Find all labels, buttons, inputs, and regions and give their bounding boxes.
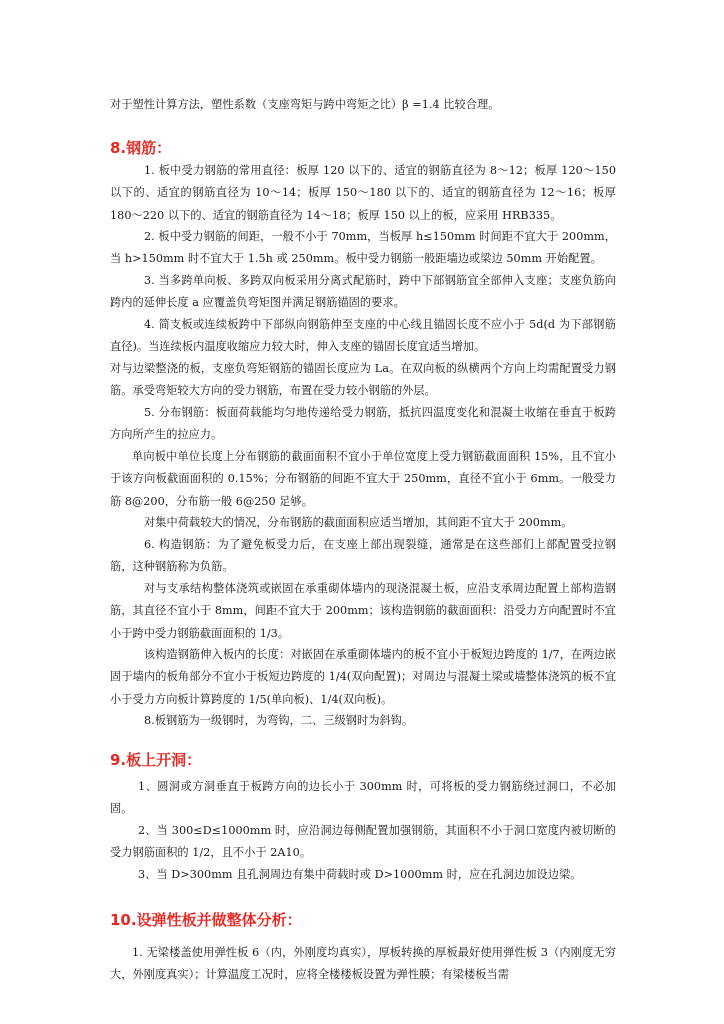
section-8-paragraph-2: 2. 板中受力钢筋的间距，一般不小于 70mm，当板厚 h≤150mm 时间距不宜大于 200mm，当 h>150mm 时不宜大于 1.5h 或 250mm。板中受力钢筋一般距墙边或梁边 50mm 开始配置。	[110, 230, 616, 266]
section-8-paragraph-6: 5. 分布钢筋：板面荷载能均匀地传递给受力钢筋，抵抗四温度变化和混凝土收缩在垂直于板跨方向所产生的拉应力。	[110, 406, 616, 442]
section-8-paragraph-9: 6. 构造钢筋：为了避免板受力后，在支座上部出现裂缝，通常是在这些部们上部配置受拉钢筋，这种钢筋称为负筋。	[110, 538, 616, 574]
section-10-heading: 10.设弹性板并做整体分析：	[110, 911, 302, 929]
intro-paragraph: 对于塑性计算方法，塑性系数（支座弯矩与跨中弯矩之比）β =1.4 比较合理。	[110, 98, 500, 111]
section-8-heading: 8.钢筋：	[110, 139, 172, 157]
section-8-paragraph-3: 3. 当多跨单向板、多跨双向板采用分离式配筋时，跨中下部钢筋宜全部伸入支座；支座负筋向跨内的延伸长度 a 应覆盖负弯矩图并满足钢筋锚固的要求。	[110, 274, 616, 310]
section-8-paragraph-11: 该构造钢筋伸入板内的长度：对嵌固在承重砌体墙内的板不宜小于板短边跨度的 1/7，在两边嵌固于墙内的板角部分不宜小于板短边跨度的 1/4(双向配置)；对周边与混凝土梁或墙整体浇筑的板不宜小于受力方向板计算跨度的 1/5(单向板)、1/4(双向板)。	[110, 648, 616, 706]
section-8-paragraph-4: 4. 简支板或连续板跨中下部纵向钢筋伸至支座的中心线且锚固长度不应小于 5d(d 为下部钢筋直径)。当连续板内温度收缩应力较大时，伸入支座的锚固长度宜适当增加。	[110, 318, 616, 354]
section-8-paragraph-7: 单向板中单位长度上分布钢筋的截面面积不宜小于单位宽度上受力钢筋截面面积 15%，且不宜小于该方向板截面面积的 0.15%；分布钢筋的间距不宜大于 250mm，直径不宜小于 6mm。一般受力筋 8@200，分布筋一般 6@250 足够。	[110, 450, 616, 508]
section-9-heading: 9.板上开洞：	[110, 751, 202, 769]
section-8-paragraph-10: 对与支承结构整体浇筑或嵌固在承重砌体墙内的现浇混凝土板，应沿支承周边配置上部构造钢筋，其直径不宜小于 8mm，间距不宜大于 200mm；该构造钢筋的截面面积：沿受力方向配置时不宜小于跨中受力钢筋截面面积的 1/3。	[110, 582, 616, 640]
section-8-paragraph-8: 对集中荷载较大的情况，分布钢筋的截面面积应适当增加，其间距不宜大于 200mm。	[144, 516, 573, 529]
section-8-paragraph-5: 对与边梁整浇的板，支座负弯矩钢筋的锚固长度应为 La。在双向板的纵横两个方向上均需配置受力钢筋。承受弯矩较大方向的受力钢筋，布置在受力较小钢筋的外层。	[110, 362, 616, 398]
section-10-paragraph-1: 1. 无梁楼盖使用弹性板 6（内，外刚度均真实），厚板转换的厚板最好使用弹性板 3（内刚度无穷大，外刚度真实）；计算温度工况时，应将全楼楼板设置为弹性膜；有梁楼板当需	[110, 946, 616, 982]
section-9-paragraph-2: 2、当 300≤D≤1000mm 时，应沿洞边每侧配置加强钢筋，其面积不小于洞口宽度内被切断的受力钢筋面积的 1/2，且不小于 2A10。	[110, 824, 616, 860]
section-9-paragraph-3: 3、当 D>300mm 且孔洞周边有集中荷载时或 D>1000mm 时，应在孔洞边加设边梁。	[138, 868, 582, 881]
section-9-paragraph-1: 1、圆洞或方洞垂直于板跨方向的边长小于 300mm 时，可将板的受力钢筋绕过洞口，不必加固。	[110, 780, 616, 816]
section-8-paragraph-1: 1. 板中受力钢筋的常用直径：板厚 120 以下的、适宜的钢筋直径为 8～12；板厚 120～150 以下的、适宜的钢筋直径为 10～14；板厚 150～180 以下的、适宜的钢筋直径为 12～16；板厚 180～220 以下的、适宜的钢筋直径为 14～18；板厚 150 以上的板，应采用 HRB335。	[110, 164, 616, 222]
section-8-paragraph-12: 8.板钢筋为一级钢时，为弯钩，二、三级钢时为斜钩。	[144, 714, 414, 727]
